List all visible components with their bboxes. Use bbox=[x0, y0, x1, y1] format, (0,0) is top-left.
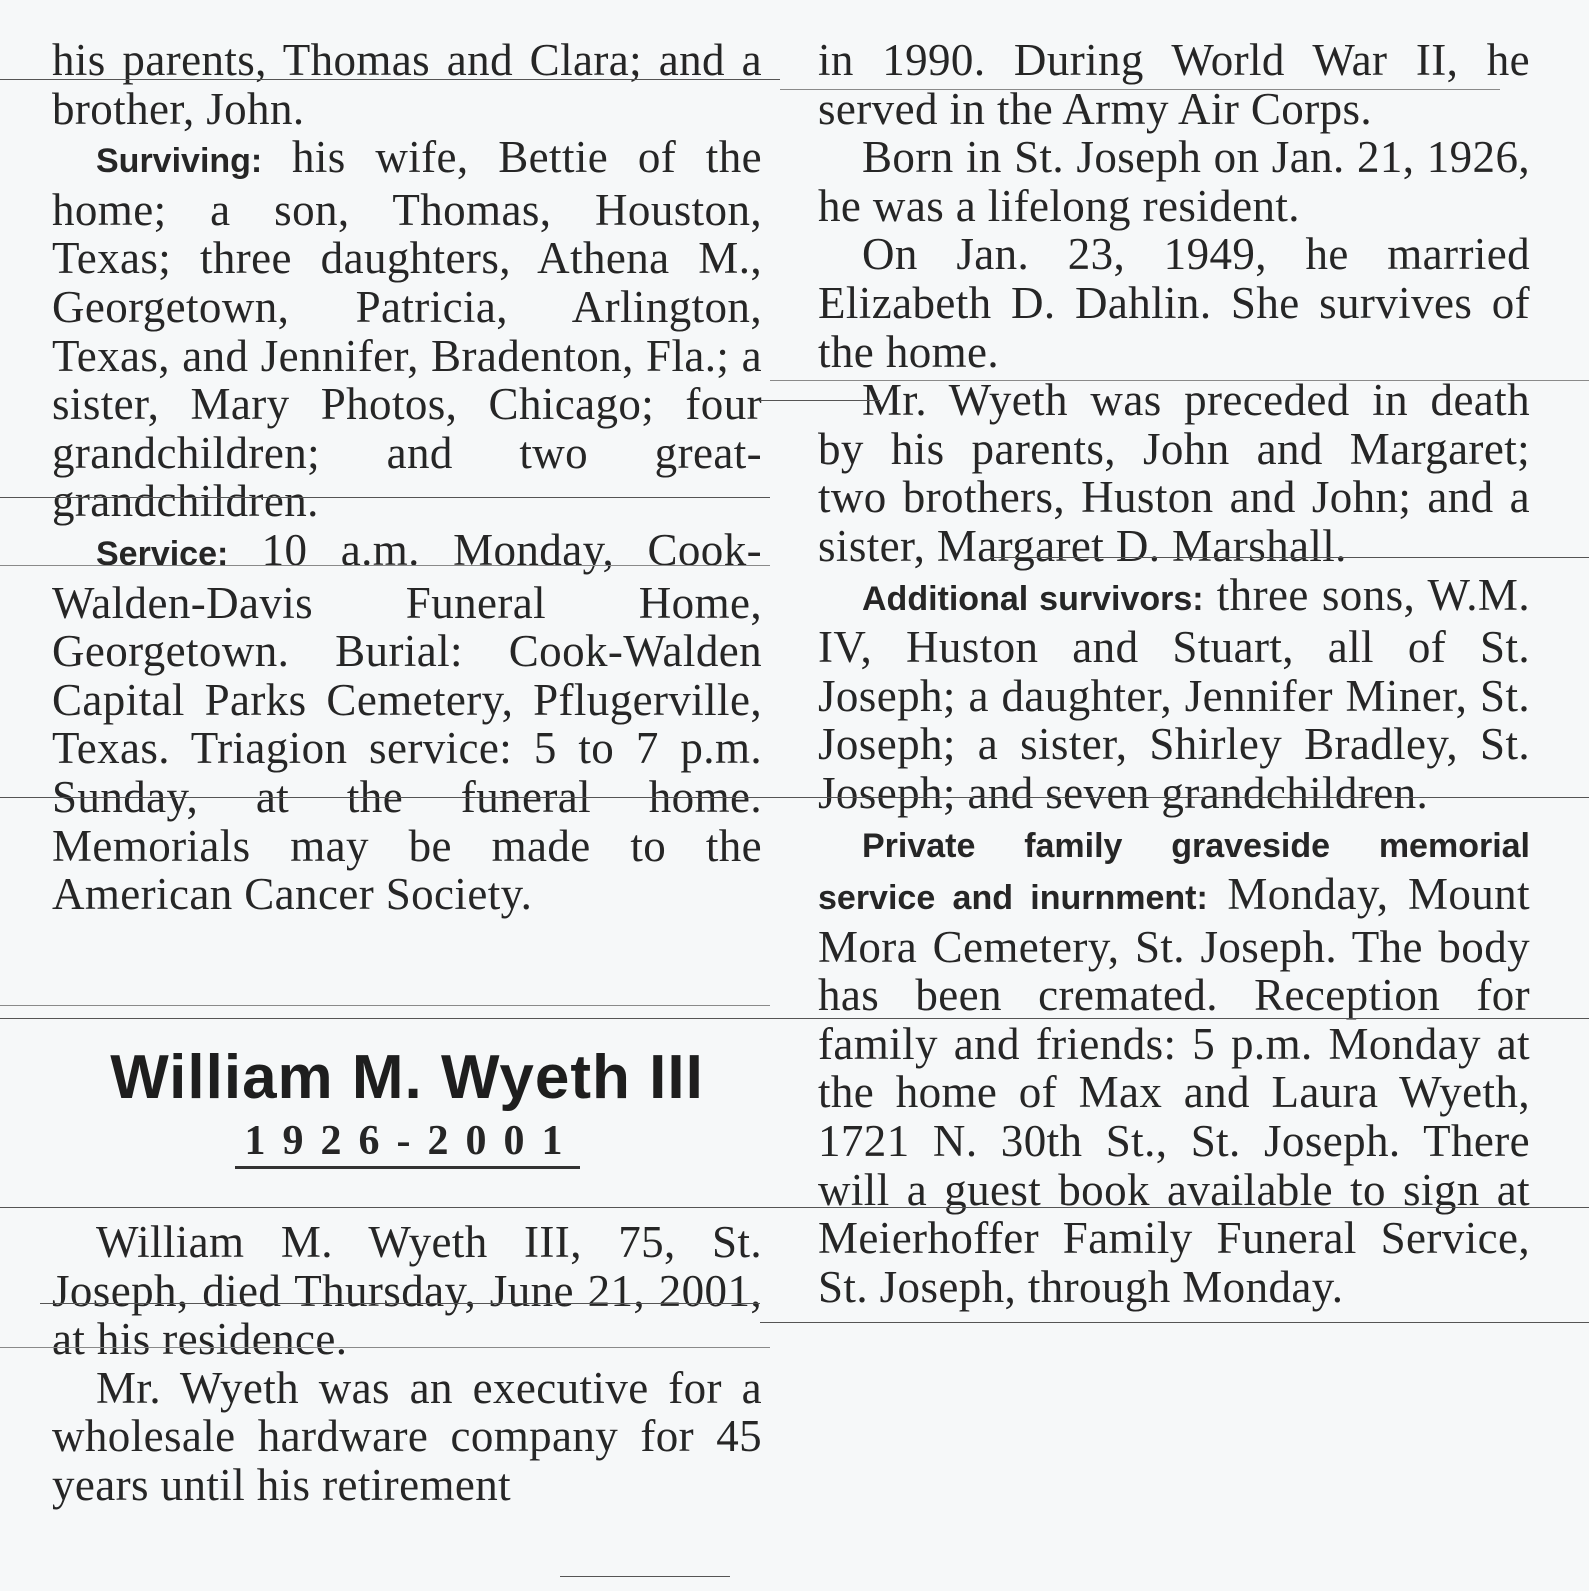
right-paragraph-1: in 1990. During World War II, he served in the Army Air Corps. bbox=[818, 35, 1530, 134]
surviving-paragraph bbox=[52, 133, 762, 526]
scan-line bbox=[0, 565, 770, 566]
scan-line bbox=[40, 1303, 760, 1304]
scan-line bbox=[0, 1347, 770, 1348]
obituary-dates: 1926-2001 bbox=[235, 1116, 580, 1169]
scan-line bbox=[990, 557, 1589, 558]
service-label: Service: bbox=[96, 534, 229, 573]
scan-line bbox=[0, 1018, 1589, 1019]
surviving-text: his wife, Bettie of the home; a son, Thomas, Houston, Texas; three daughters, Athena M., Georgetown, Patricia, Arlington, Texas, and Jennifer, Bradenton, Fla.; a sister, Mary Photos, Chicago; four grandchildren; and two great-grandchildren. bbox=[52, 132, 762, 527]
scan-line bbox=[770, 380, 1589, 381]
scan-line bbox=[0, 79, 780, 80]
previous-obit-ending: his parents, Thomas and Clara; and a brother, John. bbox=[52, 35, 762, 134]
obituary-header bbox=[52, 1040, 762, 1169]
private-service-label: Private family graveside memorial service and inurnment: bbox=[818, 826, 1530, 918]
service-paragraph bbox=[52, 526, 762, 919]
additional-survivors-label: Additional survivors: bbox=[862, 579, 1204, 618]
surviving-label: Surviving: bbox=[96, 142, 263, 181]
scan-line bbox=[760, 1322, 1589, 1323]
additional-survivors-paragraph bbox=[818, 571, 1530, 818]
obituary-paragraph-1: William M. Wyeth III, 75, St. Joseph, died Thursday, June 21, 2001, at his residence. bbox=[52, 1217, 762, 1365]
right-paragraph-3: On Jan. 23, 1949, he married Elizabeth D. Dahlin. She survives of the home. bbox=[818, 229, 1530, 377]
service-text: 10 a.m. Monday, Cook-Walden-Davis Funeral Home, Georgetown. Burial: Cook-Walden Capital Parks Cemetery, Pflugerville, Texas. Triagion service: 5 to 7 p.m. Sunday, at the funeral home. Memorials may be made to the American Cancer Society. bbox=[52, 524, 762, 920]
right-column bbox=[818, 36, 1530, 1311]
scan-line bbox=[760, 400, 880, 401]
private-service-text: Monday, Mount Mora Cemetery, St. Joseph. The body has been cremated. Reception for family and friends: 5 p.m. Monday at the home of Max and Laura Wyeth, 1721 N. 30th St., St. Joseph. There will a guest book available to sign at Meierhoffer Family Funeral Service, St. Joseph, through Monday. bbox=[818, 869, 1530, 1312]
scan-line bbox=[0, 797, 1589, 798]
scan-line bbox=[0, 497, 770, 498]
obituary-name: William M. Wyeth III bbox=[110, 1043, 704, 1112]
left-column bbox=[52, 36, 762, 919]
scan-line bbox=[0, 1207, 1589, 1208]
scan-line bbox=[560, 1576, 730, 1577]
obituary-paragraph-2: Mr. Wyeth was an executive for a wholesale hardware company for 45 years until his retirement bbox=[52, 1362, 762, 1510]
right-paragraph-2: Born in St. Joseph on Jan. 21, 1926, he was a lifelong resident. bbox=[818, 132, 1530, 231]
scan-line bbox=[0, 1005, 770, 1006]
private-service-paragraph bbox=[818, 818, 1530, 1312]
additional-survivors-text: three sons, W.M. IV, Huston and Stuart, all of St. Joseph; a daughter, Jennifer Miner, St. Joseph; a sister, Shirley Bradley, St. Joseph; and seven grandchildren. bbox=[818, 569, 1530, 818]
obituary-body bbox=[52, 1218, 762, 1510]
right-paragraph-4: Mr. Wyeth was preceded in death by his parents, John and Margaret; two brothers, Huston and John; and a sister, Margaret D. Marshall. bbox=[818, 375, 1530, 571]
scan-line bbox=[780, 89, 1500, 90]
